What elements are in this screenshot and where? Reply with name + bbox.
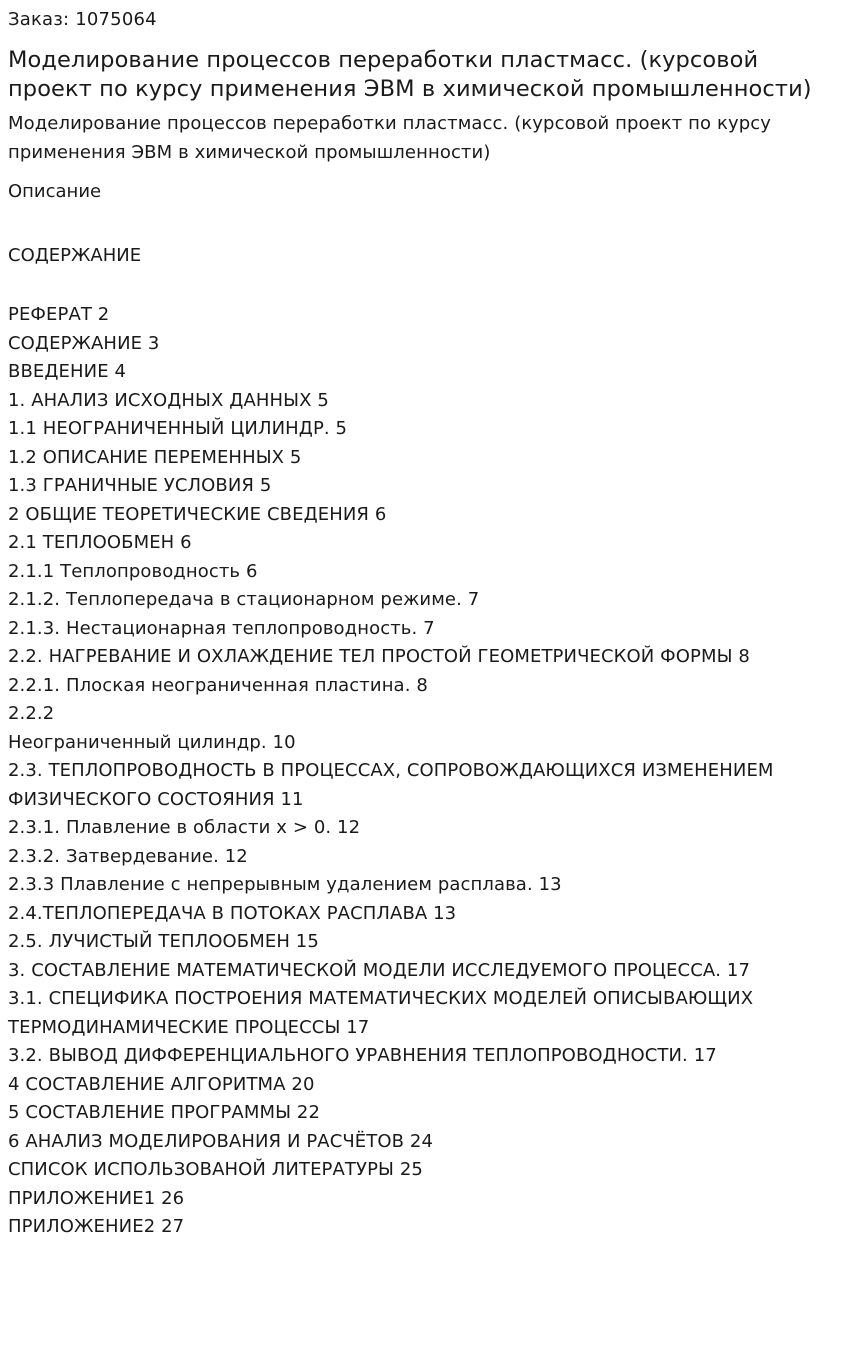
toc-item: 2.3. ТЕПЛОПРОВОДНОСТЬ В ПРОЦЕССАХ, СОПРОВОЖДАЮЩИХСЯ ИЗМЕНЕНИЕМ ФИЗИЧЕСКОГО СОСТОЯНИЯ 11 [8,760,774,810]
toc-item: 2.5. ЛУЧИСТЫЙ ТЕПЛООБМЕН 15 [8,931,319,952]
toc-item: СОДЕРЖАНИЕ 3 [8,332,160,354]
toc-item: 3.1. СПЕЦИФИКА ПОСТРОЕНИЯ МАТЕМАТИЧЕСКИХ МОДЕЛЕЙ ОПИСЫВАЮЩИХ ТЕРМОДИНАМИЧЕСКИЕ ПРОЦЕССЫ 17 [8,988,754,1038]
toc-item: 5 СОСТАВЛЕНИЕ ПРОГРАММЫ 22 [8,1102,321,1123]
table-of-contents [8,301,839,1242]
toc-item: 3. СОСТАВЛЕНИЕ МАТЕМАТИЧЕСКОЙ МОДЕЛИ ИССЛЕДУЕМОГО ПРОЦЕССА. 17 [8,959,751,981]
toc-item: РЕФЕРАТ 2 [8,304,110,325]
toc-item: 2.1.1 Теплопроводность 6 [8,560,258,582]
toc-item: ВВЕДЕНИЕ 4 [8,361,127,382]
toc-item: ПРИЛОЖЕНИЕ2 27 [8,1216,185,1237]
toc-item: СПИСОК ИСПОЛЬЗОВАНОЙ ЛИТЕРАТУРЫ 25 [8,1159,423,1180]
toc-item: 1.1 НЕОГРАНИЧЕННЫЙ ЦИЛИНДР. 5 [8,418,348,439]
toc-item: 1.2 ОПИСАНИЕ ПЕРЕМЕННЫХ 5 [8,446,302,468]
toc-item: 2.1.3. Нестационарная теплопроводность. 7 [8,617,435,639]
toc-item: 2.1 ТЕПЛООБМЕН 6 [8,532,192,553]
toc-item: Неограниченный цилиндр. 10 [8,731,296,753]
contents-heading: СОДЕРЖАНИЕ [8,245,142,266]
page-title: Моделирование процессов переработки пластмасс. (курсовой проект по курсу применения ЭВМ в химической промышленности) [8,47,812,102]
toc-item: 2 ОБЩИЕ ТЕОРЕТИЧЕСКИЕ СВЕДЕНИЯ 6 [8,503,387,525]
page-subtitle: Моделирование процессов переработки пластмасс. (курсовой проект по курсу применения ЭВМ в химической промышленности) [8,113,771,163]
order-number: Заказ: 1075064 [8,9,157,30]
toc-item: 1. АНАЛИЗ ИСХОДНЫХ ДАННЫХ 5 [8,389,329,411]
toc-item: 4 СОСТАВЛЕНИЕ АЛГОРИТМА 20 [8,1073,315,1095]
toc-item: 2.3.3 Плавление с непрерывным удалением расплава. 13 [8,874,562,895]
toc-item: ПРИЛОЖЕНИЕ1 26 [8,1187,185,1209]
toc-item: 2.4.ТЕПЛОПЕРЕДАЧА В ПОТОКАХ РАСПЛАВА 13 [8,902,457,924]
toc-item: 3.2. ВЫВОД ДИФФЕРЕНЦИАЛЬНОГО УРАВНЕНИЯ ТЕПЛОПРОВОДНОСТИ. 17 [8,1045,717,1066]
toc-item: 2.2.2 [8,703,55,724]
toc-item: 2.3.1. Плавление в области x > 0. 12 [8,817,361,838]
toc-item: 2.3.2. Затвердевание. 12 [8,845,248,867]
toc-item: 6 АНАЛИЗ МОДЕЛИРОВАНИЯ И РАСЧЁТОВ 24 [8,1130,434,1152]
toc-item: 1.3 ГРАНИЧНЫЕ УСЛОВИЯ 5 [8,475,272,496]
description-label: Описание [8,181,102,202]
toc-item: 2.2.1. Плоская неограниченная пластина. 8 [8,674,428,696]
toc-item: 2.2. НАГРЕВАНИЕ И ОХЛАЖДЕНИЕ ТЕЛ ПРОСТОЙ ГЕОМЕТРИЧЕСКОЙ ФОРМЫ 8 [8,646,750,667]
toc-item: 2.1.2. Теплопередача в стационарном режиме. 7 [8,589,480,610]
